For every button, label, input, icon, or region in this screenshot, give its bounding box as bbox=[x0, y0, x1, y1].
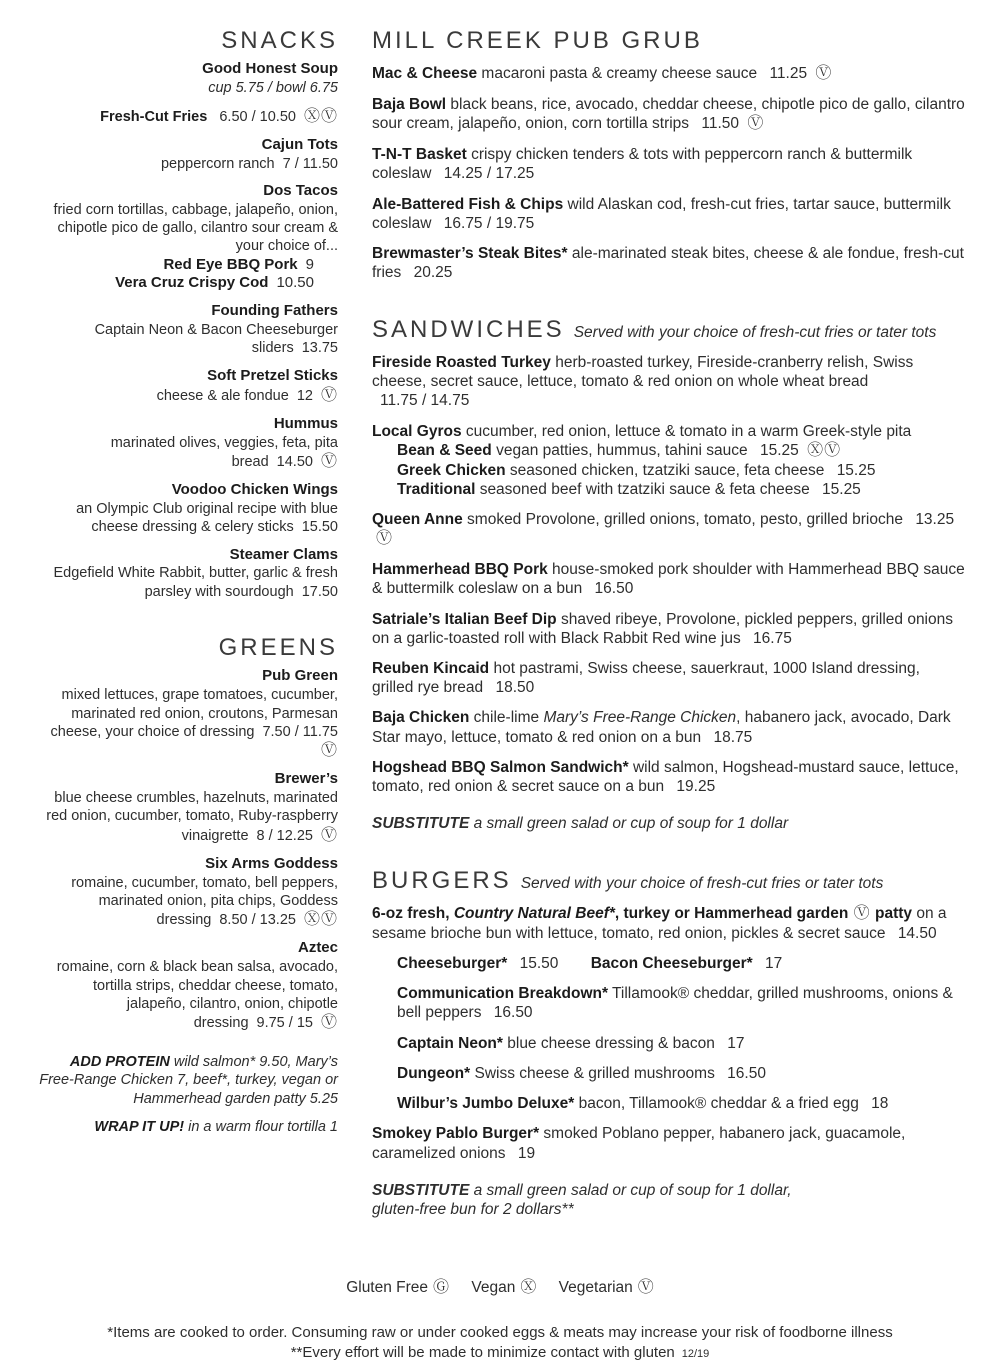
item-description: cucumber, red onion, lettuce & tomato in a warm Greek-style pita bbox=[465, 422, 912, 440]
menu-item-steamer-clams bbox=[35, 546, 338, 601]
item-price: 15.25 bbox=[759, 441, 799, 459]
menu-item-hummus bbox=[35, 415, 338, 472]
item-description: herb-roasted turkey, Fireside-cranberry relish, Swiss cheese, secret sauce, lettuce, tomato & red onion on whole wheat bread bbox=[372, 353, 914, 391]
note-text: a small green salad or cup of soup for 1 dollar, bbox=[473, 1181, 792, 1199]
footer bbox=[35, 1274, 965, 1364]
menu-item-baja-chicken bbox=[372, 708, 965, 746]
item-price: 15.50 bbox=[301, 519, 338, 536]
item-name: Pub Green bbox=[262, 667, 338, 685]
item-name: Brewmaster’s Steak Bites* bbox=[372, 245, 568, 263]
item-name: Satriale’s Italian Beef Dip bbox=[372, 610, 557, 628]
item-description: seasoned chicken, tzatziki sauce, feta cheese bbox=[509, 461, 825, 479]
section-heading-pub-grub: MILL CREEK PUB GRUB bbox=[372, 27, 703, 54]
item-name: Wilbur’s Jumbo Deluxe* bbox=[397, 1095, 575, 1113]
item-description: an Olympic Club original recipe with blue cheese dressing & celery sticks bbox=[76, 501, 338, 536]
item-description: romaine, corn & black bean salsa, avocado, tortilla strips, cheddar cheese, tomato, jalapeño, cilantro, onion, chipotle dressing bbox=[56, 959, 338, 1032]
note-label: WRAP IT UP! bbox=[94, 1118, 185, 1135]
item-name: Communication Breakdown* bbox=[397, 985, 608, 1003]
item-name: Hummus bbox=[273, 414, 338, 432]
vegetarian-icon: Ⓥ bbox=[815, 65, 833, 83]
item-description: macaroni pasta & creamy cheese sauce bbox=[481, 65, 758, 83]
item-price: 18.75 bbox=[713, 728, 753, 746]
item-description: black beans, rice, avocado, cheddar cheese, chipotle pico de gallo, cilantro sour cream, jalapeño, onion, corn tortilla strips bbox=[372, 96, 965, 133]
item-price: 11.75 / 14.75 bbox=[380, 392, 470, 410]
vegetarian-icon: Ⓥ bbox=[320, 386, 338, 404]
sub-item-bean-and-seed bbox=[397, 441, 965, 461]
item-description: smoked Provolone, grilled onions, tomato, pesto, grilled brioche bbox=[467, 511, 903, 529]
item-price: 8 / 12.25 bbox=[256, 827, 313, 844]
item-price: 15.50 bbox=[519, 955, 559, 972]
item-price: 18 bbox=[871, 1095, 889, 1113]
item-description: chile-lime bbox=[473, 709, 540, 727]
item-description: fried corn tortillas, cabbage, jalapeño, onion, chipotle pico de gallo, cilantro sour cream & your choice of... bbox=[53, 201, 338, 255]
item-price: 14.50 bbox=[276, 453, 313, 470]
item-description: vegan patties, hummus, tahini sauce bbox=[496, 441, 748, 459]
item-price: 17.50 bbox=[301, 583, 338, 600]
item-description: smoked Poblano pepper, habanero jack, guacamole, caramelized onions bbox=[372, 1125, 906, 1162]
item-description: crispy chicken tenders & tots with peppercorn ranch & buttermilk coleslaw bbox=[372, 146, 913, 183]
note-text: in a warm flour tortilla 1 bbox=[188, 1118, 338, 1135]
sub-item-cheeseburgers bbox=[397, 954, 965, 973]
item-name: Fireside Roasted Turkey bbox=[372, 353, 551, 371]
menu-item-reuben-kincaid bbox=[372, 659, 965, 697]
item-name: Dungeon* bbox=[397, 1064, 471, 1082]
menu-item-pub-green bbox=[35, 667, 338, 761]
item-description: ale-marinated steak bites, cheese & ale fondue, fresh-cut fries bbox=[372, 245, 964, 282]
sub-item-dungeon bbox=[397, 1064, 965, 1083]
menu-item-six-arms-goddess bbox=[35, 855, 338, 931]
menu-item-cajun-tots bbox=[35, 136, 338, 173]
item-name: Aztec bbox=[297, 939, 338, 957]
menu-item-tnt-basket bbox=[372, 145, 965, 183]
item-name-italic: Country Natural Beef* bbox=[453, 904, 615, 922]
item-name: Voodoo Chicken Wings bbox=[171, 481, 338, 499]
note-text: wild salmon* 9.50, Mary’s Free-Range Chicken 7, beef*, turkey, vegan or Hammerhead garden patty 5.25 bbox=[39, 1054, 338, 1107]
vegetarian-icon: Ⓥ bbox=[747, 115, 765, 133]
sub-item-wilburs-jumbo-deluxe bbox=[397, 1094, 965, 1113]
item-name: Baja Bowl bbox=[372, 96, 447, 114]
item-price: 7.50 / 11.75 bbox=[262, 723, 338, 740]
note-text: gluten-free bun for 2 dollars** bbox=[372, 1200, 574, 1218]
item-price: 6.50 / 10.50 bbox=[219, 108, 296, 125]
item-price: 19.25 bbox=[676, 778, 716, 796]
item-name: Queen Anne bbox=[372, 511, 463, 529]
sub-item bbox=[35, 274, 338, 293]
section-subtitle: Served with your choice of fresh-cut fries or tater tots bbox=[520, 874, 884, 892]
item-price: 12 bbox=[296, 387, 313, 404]
item-price: 18.50 bbox=[495, 679, 535, 697]
substitute-note bbox=[372, 814, 965, 833]
item-description: Swiss cheese & grilled mushrooms bbox=[474, 1064, 715, 1082]
item-price: 8.50 / 13.25 bbox=[219, 912, 296, 929]
item-description: cup 5.75 / bowl 6.75 bbox=[208, 80, 338, 97]
menu-item-mac-and-cheese bbox=[372, 64, 965, 84]
item-price: 10.50 bbox=[276, 274, 314, 292]
item-description: mixed lettuces, grape tomatoes, cucumber, marinated red onion, croutons, Parmesan cheese, your choice of dressing bbox=[50, 687, 338, 740]
note-text: a small green salad or cup of soup for 1 dollar bbox=[473, 815, 789, 833]
menu-item-hammerhead-bbq-pork bbox=[372, 560, 965, 598]
item-description: blue cheese crumbles, hazelnuts, marinated red onion, cucumber, tomato, Ruby-raspberry vinaigrette bbox=[46, 790, 338, 844]
menu-item-satriales-italian-beef-dip bbox=[372, 610, 965, 648]
item-description: Tillamook® cheddar, grilled mushrooms, onions & bell peppers bbox=[397, 985, 953, 1022]
note-label: ADD PROTEIN bbox=[69, 1054, 170, 1071]
menu-item-soft-pretzel-sticks bbox=[35, 367, 338, 406]
item-description: wild Alaskan cod, fresh-cut fries, tartar sauce, buttermilk coleslaw bbox=[372, 195, 951, 232]
item-name: Brewer’s bbox=[274, 770, 338, 788]
gluten-free-icon: Ⓖ bbox=[433, 1279, 450, 1297]
menu-item-founding-fathers bbox=[35, 302, 338, 357]
note-label: SUBSTITUTE bbox=[372, 1181, 470, 1199]
item-name: Mac & Cheese bbox=[372, 65, 478, 83]
disclaimer bbox=[35, 1323, 965, 1364]
section-heading-greens: GREENS bbox=[218, 633, 338, 661]
menu-item-smokey-pablo-burger bbox=[372, 1124, 965, 1162]
menu-item-fish-and-chips bbox=[372, 195, 965, 233]
item-description: cheese & ale fondue bbox=[156, 387, 289, 404]
menu-item-brewers bbox=[35, 770, 338, 846]
vegetarian-icon: Ⓥ bbox=[320, 742, 338, 760]
vegetarian-icon: Ⓥ bbox=[637, 1279, 654, 1297]
menu-item-queen-anne bbox=[372, 510, 965, 549]
item-name: Fresh-Cut Fries bbox=[100, 108, 208, 125]
item-description: wild salmon, Hogshead-mustard sauce, lettuce, tomato, red onion & secret sauce on a bun bbox=[372, 758, 959, 796]
item-price: 15.25 bbox=[836, 461, 876, 479]
menu-item-base-burger bbox=[372, 904, 965, 943]
sub-item-captain-neon bbox=[397, 1034, 965, 1053]
item-name: Smokey Pablo Burger* bbox=[372, 1125, 540, 1143]
item-price: 16.75 bbox=[753, 629, 792, 647]
item-name: Six Arms Goddess bbox=[205, 854, 338, 872]
substitute-note-burgers bbox=[372, 1181, 965, 1219]
sub-item-communication-breakdown bbox=[397, 984, 965, 1022]
menu-item-brewmasters-steak-bites bbox=[372, 244, 965, 282]
item-name: Cheeseburger* bbox=[397, 955, 508, 972]
item-name: Steamer Clams bbox=[229, 545, 338, 563]
item-price: 9.75 / 15 bbox=[256, 1015, 313, 1032]
item-description: shaved ribeye, Provolone, pickled peppers, grilled onions on a garlic-toasted roll with Black Rabbit Red wine jus bbox=[372, 610, 953, 647]
menu-item-hogshead-bbq-salmon bbox=[372, 758, 965, 796]
disclaimer-line-1: *Items are cooked to order. Consuming raw or under cooked eggs & meats may increase your risk of foodborne illness bbox=[107, 1324, 893, 1342]
menu-item-baja-bowl bbox=[372, 95, 965, 134]
menu-item-fireside-roasted-turkey bbox=[372, 353, 965, 411]
item-name: Vera Cruz Crispy Cod bbox=[115, 274, 269, 292]
item-description: , habanero jack, avocado, Dark Star mayo, lettuce, tomato & red onion on a bun bbox=[372, 709, 951, 746]
item-name: Hogshead BBQ Salmon Sandwich* bbox=[372, 758, 629, 776]
item-price: 17 bbox=[727, 1034, 745, 1052]
item-price: 11.25 bbox=[769, 65, 808, 83]
menu-item-good-honest-soup bbox=[35, 60, 338, 97]
item-name: , turkey or Hammerhead garden bbox=[614, 904, 849, 922]
item-name: Dos Tacos bbox=[263, 181, 338, 199]
disclaimer-line-2: **Every effort will be made to minimize contact with gluten 12/19 bbox=[290, 1344, 710, 1362]
item-description: marinated olives, veggies, feta, pita bread bbox=[110, 434, 338, 470]
vegetarian-icon: Ⓥ bbox=[320, 1014, 338, 1032]
item-description: romaine, cucumber, tomato, bell peppers, marinated onion, pita chips, Goddess dressing bbox=[71, 874, 338, 929]
item-name: 6-oz fresh, bbox=[372, 904, 450, 922]
item-name: Red Eye BBQ Pork bbox=[163, 255, 298, 273]
item-description: bacon, Tillamook® cheddar & a fried egg bbox=[578, 1095, 859, 1113]
sub-item-traditional bbox=[397, 480, 965, 499]
item-description: blue cheese dressing & bacon bbox=[507, 1034, 715, 1052]
vegetarian-icon: Ⓥ bbox=[853, 904, 871, 922]
section-heading-burgers: BURGERS bbox=[372, 866, 512, 894]
legend-label: Vegan bbox=[471, 1279, 516, 1297]
item-description-italic: Mary’s Free-Range Chicken bbox=[543, 709, 737, 727]
item-description: seasoned beef with tzatziki sauce & feta cheese bbox=[479, 480, 810, 498]
item-price: 16.50 bbox=[594, 580, 634, 598]
menu-item-fresh-cut-fries bbox=[35, 107, 338, 127]
item-name: Local Gyros bbox=[372, 422, 462, 440]
item-name: Good Honest Soup bbox=[202, 60, 338, 78]
item-name: Greek Chicken bbox=[397, 461, 506, 479]
item-price: 13.25 bbox=[915, 511, 955, 529]
item-name: Baja Chicken bbox=[372, 709, 470, 727]
item-name: Reuben Kincaid bbox=[372, 660, 490, 678]
item-description: peppercorn ranch bbox=[160, 155, 275, 172]
section-subtitle: Served with your choice of fresh-cut fries or tater tots bbox=[573, 323, 937, 341]
note-label: SUBSTITUTE bbox=[372, 815, 470, 833]
item-name: Hammerhead BBQ Pork bbox=[372, 561, 548, 579]
add-protein-note bbox=[35, 1053, 338, 1108]
item-name: patty bbox=[874, 904, 913, 922]
vegetarian-icon: Ⓥ bbox=[376, 530, 394, 548]
item-description: Edgefield White Rabbit, butter, garlic & fresh parsley with sourdough bbox=[53, 565, 338, 600]
item-price: 16.50 bbox=[727, 1064, 766, 1082]
item-price: 16.75 / 19.75 bbox=[443, 214, 535, 232]
item-price: 13.75 bbox=[301, 340, 338, 357]
item-name: Soft Pretzel Sticks bbox=[207, 366, 338, 384]
section-heading-sandwiches: SANDWICHES bbox=[372, 315, 565, 343]
legend-label: Vegetarian bbox=[558, 1279, 633, 1297]
section-heading-snacks: SNACKS bbox=[221, 27, 338, 54]
item-name: Traditional bbox=[397, 480, 476, 498]
item-price: 7 / 11.50 bbox=[282, 155, 338, 172]
item-price: 11.50 bbox=[701, 115, 739, 133]
date-code: 12/19 bbox=[681, 1348, 710, 1361]
item-name: T-N-T Basket bbox=[372, 146, 467, 164]
item-price: 9 bbox=[305, 255, 314, 273]
legend-label: Gluten Free bbox=[346, 1279, 429, 1297]
vegan-vegetarian-icons: ⓍⓋ bbox=[303, 911, 338, 929]
wrap-it-up-note bbox=[35, 1118, 338, 1136]
left-column bbox=[35, 28, 338, 1230]
item-price: 16.50 bbox=[493, 1004, 533, 1022]
item-name: Bacon Cheeseburger* bbox=[590, 955, 753, 972]
vegan-vegetarian-icons: ⓍⓋ bbox=[303, 107, 338, 125]
item-name: Bean & Seed bbox=[397, 441, 492, 459]
item-description: Captain Neon & Bacon Cheeseburger sliders bbox=[94, 322, 338, 357]
menu-item-dos-tacos bbox=[35, 182, 338, 293]
item-name: Ale-Battered Fish & Chips bbox=[372, 195, 564, 213]
item-price: 14.50 bbox=[897, 924, 937, 942]
vegetarian-icon: Ⓥ bbox=[320, 452, 338, 470]
sub-item-greek-chicken bbox=[397, 461, 965, 480]
item-price: 14.25 / 17.25 bbox=[443, 165, 535, 183]
vegan-vegetarian-icons: ⓍⓋ bbox=[807, 441, 842, 459]
right-column bbox=[372, 28, 965, 1230]
item-name: Cajun Tots bbox=[261, 135, 338, 153]
menu-item-voodoo-chicken-wings bbox=[35, 481, 338, 536]
item-description: house-smoked pork shoulder with Hammerhead BBQ sauce & buttermilk coleslaw on a bun bbox=[372, 561, 965, 598]
item-price: 20.25 bbox=[413, 264, 453, 282]
item-name: Captain Neon* bbox=[397, 1034, 503, 1052]
menu-item-aztec bbox=[35, 939, 338, 1033]
item-description: on a sesame brioche bun with lettuce, tomato, red onion, pickles & secret sauce bbox=[372, 904, 947, 942]
item-name: Founding Fathers bbox=[211, 302, 338, 320]
item-price: 15.25 bbox=[822, 480, 861, 498]
item-price: 17 bbox=[764, 955, 783, 972]
vegetarian-icon: Ⓥ bbox=[320, 826, 338, 844]
vegan-icon: Ⓧ bbox=[520, 1279, 537, 1297]
sub-item bbox=[35, 256, 338, 275]
menu-item-local-gyros bbox=[372, 422, 965, 499]
item-price: 19 bbox=[517, 1144, 536, 1162]
item-description: hot pastrami, Swiss cheese, sauerkraut, 1000 Island dressing, grilled rye bread bbox=[372, 660, 920, 697]
